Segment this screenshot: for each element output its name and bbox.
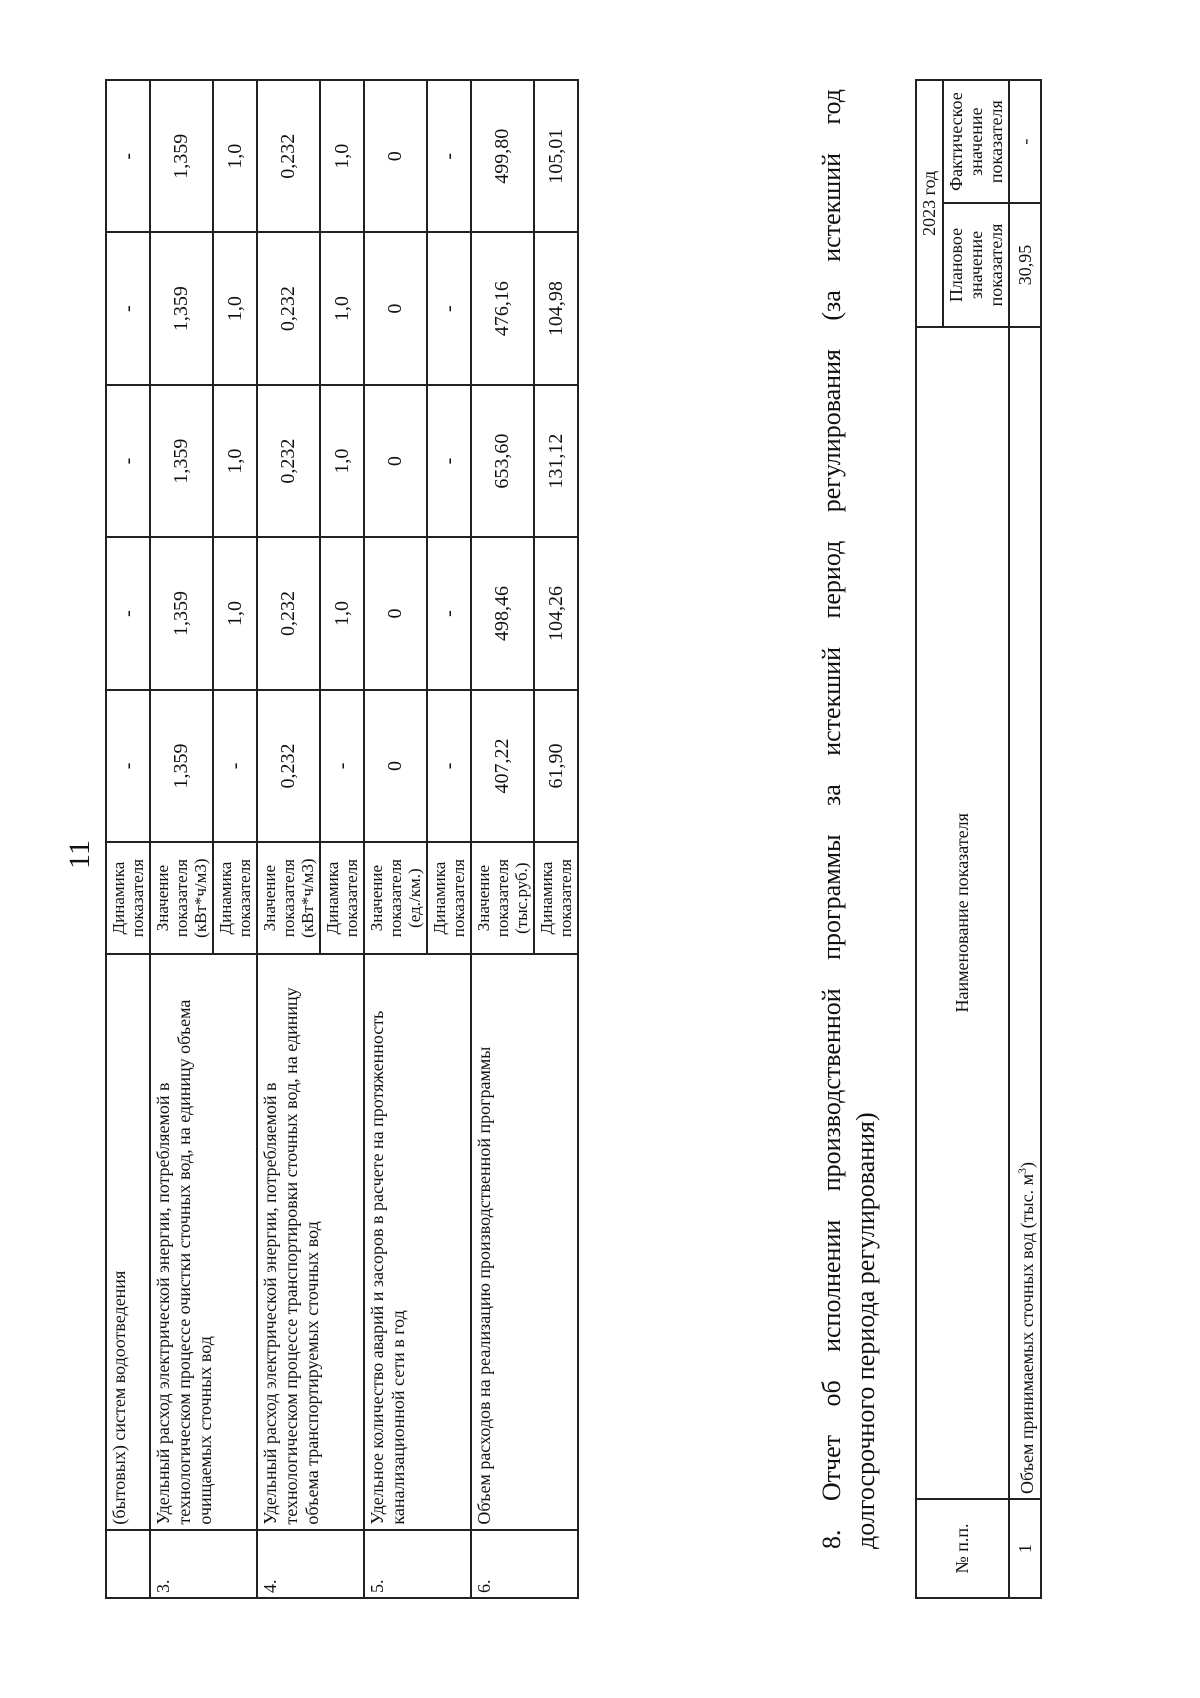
- value-cell: -: [106, 232, 150, 384]
- row-number: 4.: [257, 1530, 364, 1598]
- value-cell: 1,0: [213, 537, 257, 689]
- value-cell: 0: [364, 385, 427, 537]
- value-cell: -: [427, 232, 471, 384]
- value-cell: -: [213, 690, 257, 842]
- program-report-table: [915, 79, 1042, 1599]
- rotated-page: [35, 29, 1165, 1669]
- value-cell: -: [427, 690, 471, 842]
- indicator-name: (бытовых) систем водоотведения: [106, 954, 150, 1529]
- table-row: [471, 80, 534, 1598]
- table-row: [364, 80, 427, 1598]
- value-cell: 1,359: [150, 80, 213, 232]
- col-header-name: Наименование показателя: [916, 327, 1009, 1499]
- indicator-unit: Значение показателя (ед./км.): [364, 842, 427, 954]
- indicator-name: Удельный расход электрической энергии, потребляемой в технологическом процессе очистки сточных вод, на единицу объема очищаемых сточных вод: [150, 954, 257, 1529]
- value-cell: 653,60: [471, 385, 534, 537]
- value-cell: 498,46: [471, 537, 534, 689]
- indicators-table: [105, 79, 579, 1599]
- indicator-unit: Значение показателя (кВт*ч/м3): [150, 842, 213, 954]
- indicator-name: Удельное количество аварий и засоров в расчете на протяженность канализационной сети в год: [364, 954, 471, 1529]
- value-cell: 1,0: [213, 385, 257, 537]
- value-cell: -: [427, 385, 471, 537]
- heading-line-1: 8. Отчет об исполнении производственной программы за истекший период регулирования (за истекший год: [817, 89, 846, 1549]
- indicator-unit: Динамика показателя: [427, 842, 471, 954]
- value-cell: -: [427, 537, 471, 689]
- col-header-year: 2023 год: [916, 80, 943, 327]
- value-cell: 476,16: [471, 232, 534, 384]
- plan-value: 30,95: [1009, 203, 1041, 326]
- row-number: 6.: [471, 1530, 578, 1598]
- value-cell: 0,232: [257, 690, 320, 842]
- value-cell: -: [106, 690, 150, 842]
- row-number: 3.: [150, 1530, 257, 1598]
- value-cell: -: [427, 80, 471, 232]
- value-cell: 104,98: [534, 232, 578, 384]
- value-cell: -: [320, 690, 364, 842]
- table-row: [1009, 80, 1041, 1598]
- value-cell: 1,359: [150, 690, 213, 842]
- value-cell: 0,232: [257, 385, 320, 537]
- indicator-name: Объем принимаемых сточных вод (тыс. $м^3$): [1009, 327, 1041, 1499]
- row-number: 1: [1009, 1499, 1041, 1598]
- indicator-unit: Значение показателя (кВт*ч/м3): [257, 842, 320, 954]
- value-cell: 0: [364, 690, 427, 842]
- table-row: [106, 80, 150, 1598]
- value-cell: 1,359: [150, 385, 213, 537]
- value-cell: 0: [364, 232, 427, 384]
- value-cell: 407,22: [471, 690, 534, 842]
- value-cell: 1,0: [320, 385, 364, 537]
- value-cell: 104,26: [534, 537, 578, 689]
- value-cell: 131,12: [534, 385, 578, 537]
- row-number: 5.: [364, 1530, 471, 1598]
- indicator-unit: Динамика показателя: [106, 842, 150, 954]
- fact-value: -: [1009, 80, 1041, 203]
- value-cell: 1,359: [150, 537, 213, 689]
- indicator-unit: Динамика показателя: [534, 842, 578, 954]
- value-cell: 0: [364, 80, 427, 232]
- value-cell: 1,0: [213, 80, 257, 232]
- value-cell: 1,0: [213, 232, 257, 384]
- page-number: 11: [63, 840, 96, 869]
- section-heading: [815, 89, 883, 1549]
- col-header-fact: Фактическое значение показателя: [943, 80, 1009, 203]
- value-cell: 499,80: [471, 80, 534, 232]
- col-header-number: № п.п.: [916, 1499, 1009, 1598]
- value-cell: -: [106, 537, 150, 689]
- value-cell: 1,0: [320, 80, 364, 232]
- value-cell: 0: [364, 537, 427, 689]
- value-cell: 1,0: [320, 537, 364, 689]
- indicator-name: Объем расходов на реализацию производственной программы: [471, 954, 578, 1529]
- table-row: [150, 80, 213, 1598]
- value-cell: 1,359: [150, 232, 213, 384]
- table-row: [257, 80, 320, 1598]
- indicator-unit: Динамика показателя: [320, 842, 364, 954]
- value-cell: 105,01: [534, 80, 578, 232]
- indicator-unit: Значение показателя (тыс.руб.): [471, 842, 534, 954]
- value-cell: 0,232: [257, 537, 320, 689]
- value-cell: 1,0: [320, 232, 364, 384]
- heading-line-2: долгосрочного периода регулирования): [851, 1112, 880, 1549]
- value-cell: 0,232: [257, 232, 320, 384]
- col-header-plan: Плановое значение показателя: [943, 203, 1009, 326]
- indicator-name: Удельный расход электрической энергии, потребляемой в технологическом процессе транспортировки сточных вод, на единицу объема транспортируемых сточных вод: [257, 954, 364, 1529]
- value-cell: -: [106, 80, 150, 232]
- indicator-unit: Динамика показателя: [213, 842, 257, 954]
- value-cell: 61,90: [534, 690, 578, 842]
- value-cell: 0,232: [257, 80, 320, 232]
- value-cell: -: [106, 385, 150, 537]
- table-row: [916, 80, 943, 1598]
